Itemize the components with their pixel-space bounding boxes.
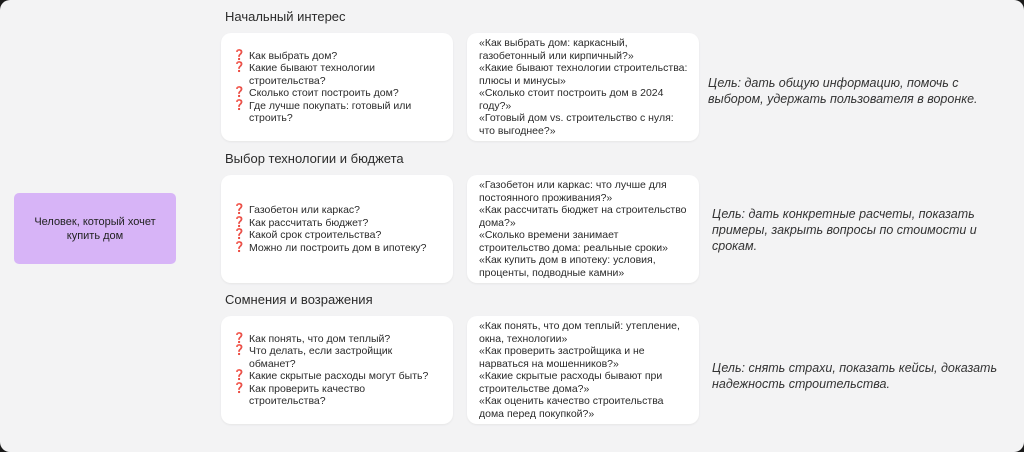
questions-card-initial-interest[interactable] [221, 33, 453, 141]
topic-item: «Как рассчитать бюджет на строительство дома?» [479, 204, 687, 229]
question-mark-icon: ❓ [233, 345, 246, 356]
topic-item: «Как проверить застройщика и не нарваться на мошенников?» [479, 345, 645, 370]
question-item: ❓ Можно ли построить дом в ипотеку? [233, 241, 427, 254]
goal-doubts-objections: Цель: снять страхи, показать кейсы, доказать надежность строительства. [712, 361, 998, 391]
topic-item: «Какие бывают технологии строительства: плюсы и минусы» [479, 62, 688, 87]
question-mark-icon: ❓ [233, 216, 246, 228]
question-item: ❓ Какие бывают технологии строительства? [233, 62, 376, 87]
question-item: ❓ Какой срок строительства? [233, 229, 382, 241]
topic-item: «Газобетон или каркас: что лучше для постоянного проживания?» [479, 179, 667, 204]
stage-title-initial-interest: Начальный интерес [225, 9, 346, 24]
topics-card-doubts-objections[interactable] [467, 316, 699, 424]
question-mark-icon: ❓ [233, 204, 246, 215]
persona-label: Человек, который хочет купить дом [34, 215, 156, 242]
topic-item: «Готовый дом vs. строительство с нуля: что выгоднее?» [479, 112, 674, 137]
question-item: ❓ Где лучше покупать: готовый или строить? [233, 99, 412, 124]
question-mark-icon: ❓ [233, 87, 246, 98]
topics-card-initial-interest[interactable] [467, 33, 699, 141]
question-mark-icon: ❓ [233, 99, 246, 111]
question-item: ❓ Как рассчитать бюджет? [233, 216, 369, 229]
topic-item: «Как купить дом в ипотеку: условия, проценты, подводные камни» [479, 254, 656, 279]
goal-technology-budget: Цель: дать конкретные расчеты, показать примеры, закрыть вопросы по стоимости и срокам. [712, 207, 977, 253]
question-item: ❓ Газобетон или каркас? [233, 204, 361, 216]
topic-item: «Сколько стоит построить дом в 2024 году?» [479, 87, 664, 112]
questions-card-technology-budget[interactable] [221, 175, 453, 283]
topic-item: «Как оценить качество строительства дома перед покупкой?» [479, 395, 664, 420]
topic-item: «Как понять, что дом теплый: утепление, окна, технологии» [479, 320, 680, 345]
topics-card-technology-budget[interactable] [467, 175, 699, 283]
question-item: ❓ Сколько стоит построить дом? [233, 87, 399, 99]
question-mark-icon: ❓ [233, 62, 246, 73]
question-mark-icon: ❓ [233, 49, 246, 61]
question-item: ❓ Что делать, если застройщик обманет? [233, 345, 393, 370]
question-item: ❓ Как понять, что дом теплый? [233, 332, 391, 345]
question-item: ❓ Как проверить качество строительства? [233, 382, 366, 407]
question-item: ❓ Как выбрать дом? [233, 49, 338, 62]
questions-card-doubts-objections[interactable] [221, 316, 453, 424]
question-mark-icon: ❓ [233, 332, 246, 344]
topic-item: «Как выбрать дом: каркасный, газобетонный или кирпичный?» [479, 37, 634, 62]
question-mark-icon: ❓ [233, 229, 246, 240]
persona-node[interactable] [14, 193, 176, 264]
goal-initial-interest: Цель: дать общую информацию, помочь с выбором, удержать пользователя в воронке. [708, 76, 978, 106]
topic-item: «Какие скрытые расходы бывают при строительстве дома?» [479, 370, 663, 395]
stage-title-technology-budget: Выбор технологии и бюджета [225, 151, 404, 166]
question-item: ❓ Какие скрытые расходы могут быть? [233, 370, 429, 382]
topic-item: «Сколько времени занимает строительство дома: реальные сроки» [479, 229, 668, 254]
question-mark-icon: ❓ [233, 370, 246, 381]
question-mark-icon: ❓ [233, 241, 246, 253]
question-mark-icon: ❓ [233, 382, 246, 394]
stage-title-doubts-objections: Сомнения и возражения [225, 292, 373, 307]
